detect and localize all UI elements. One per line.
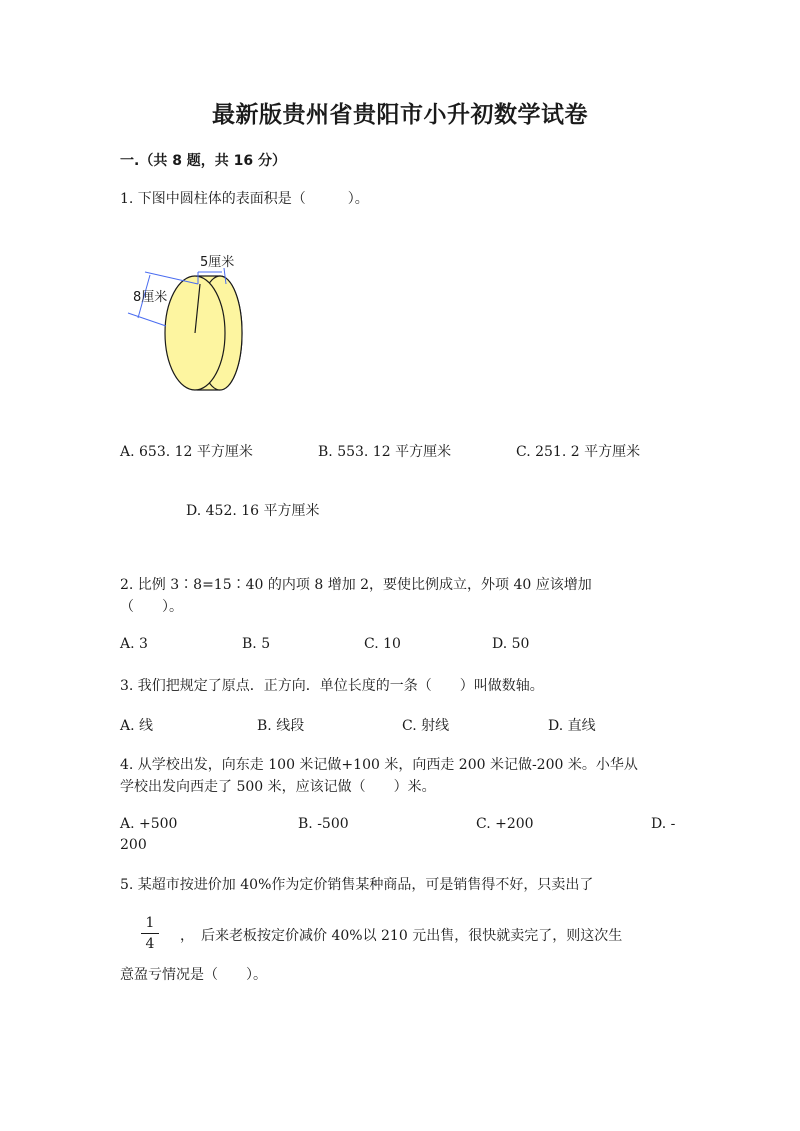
question-2-stem-line-1: 2. 比例 3∶8=15∶40 的内项 8 增加 2，要使比例成立，外项 40 应该增加 — [120, 577, 592, 593]
question-5-stem-line-1: 5. 某超市按进价加 40%作为定价销售某种商品，可是销售得不好，只卖出了 — [120, 877, 594, 893]
question-2-stem-line-2: （ ）。 — [120, 599, 183, 615]
page-title: 最新版贵州省贵阳市小升初数学试卷 — [212, 102, 588, 128]
section-heading: 一.（共 8 题，共 16 分） — [120, 153, 287, 169]
q3-option-a: A. 线 — [120, 718, 154, 734]
label-5cm: 5厘米 — [200, 255, 235, 270]
q1-option-b: B. 553. 12 平方厘米 — [318, 444, 452, 460]
question-5-stem-line-3: 意盈亏情况是（ ）。 — [120, 967, 267, 983]
q2-option-d: D. 50 — [492, 636, 530, 652]
diameter-dimension-line-bottom — [128, 313, 166, 326]
q4-option-c: C. +200 — [476, 816, 534, 832]
q1-option-c: C. 251. 2 平方厘米 — [516, 444, 641, 460]
fraction-one-quarter — [141, 914, 159, 953]
q1-option-a: A. 653. 12 平方厘米 — [120, 444, 253, 460]
q2-option-b: B. 5 — [242, 636, 271, 652]
q1-option-d: D. 452. 16 平方厘米 — [186, 503, 320, 519]
question-3-stem: 3. 我们把规定了原点．正方向．单位长度的一条（ ）叫做数轴。 — [120, 678, 544, 694]
fraction-bar — [141, 933, 159, 934]
question-4-stem-line-1: 4. 从学校出发，向东走 100 米记做+100 米，向西走 200 米记做-200 米。小华从 — [120, 757, 638, 773]
q4-option-d-wrap: 200 — [120, 837, 147, 853]
cylinder-figure — [120, 248, 260, 398]
q4-option-b: B. -500 — [298, 816, 349, 832]
fraction-denominator: 4 — [145, 936, 155, 952]
q4-option-a: A. +500 — [120, 816, 178, 832]
question-5-stem-line-2: ， 后来老板按定价减价 40%以 210 元出售，很快就卖完了，则这次生 — [180, 928, 623, 944]
q3-option-d: D. 直线 — [548, 718, 596, 734]
q3-option-b: B. 线段 — [257, 718, 305, 734]
q2-option-a: A. 3 — [120, 636, 148, 652]
q2-option-c: C. 10 — [364, 636, 401, 652]
question-4-stem-line-2: 学校出发向西走了 500 米，应该记做（ ）米。 — [120, 779, 436, 795]
fraction-numerator: 1 — [145, 915, 155, 931]
label-8cm: 8厘米 — [133, 290, 168, 305]
question-1-stem: 1. 下图中圆柱体的表面积是（ ）。 — [120, 191, 369, 207]
q3-option-c: C. 射线 — [402, 718, 450, 734]
q4-option-d: D. - — [651, 816, 676, 832]
